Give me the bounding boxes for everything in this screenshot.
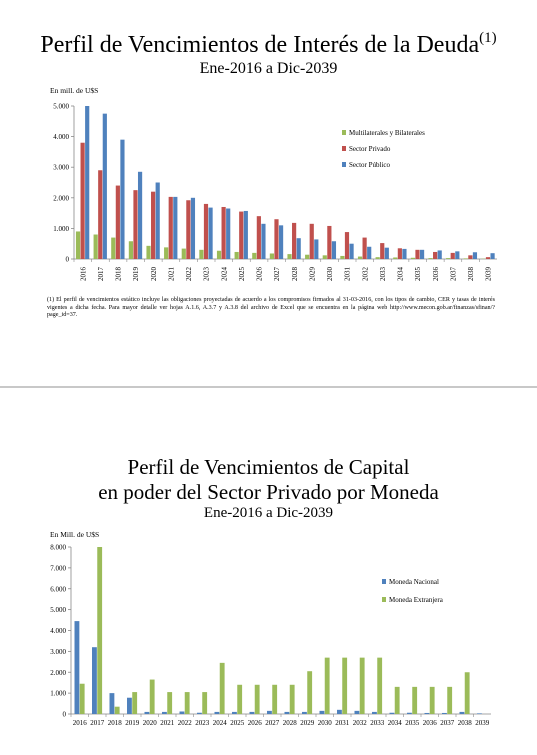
chart1-xtick-label: 2023 — [202, 267, 211, 281]
chart2-xtick-label: 2033 — [370, 719, 385, 727]
chart1-title: Perfil de Vencimientos de Interés de la Deuda$^{(1)}$ — [40, 30, 497, 58]
chart1-xtick-label: 2034 — [396, 267, 405, 281]
chart2-xtick-label: 2017 — [90, 719, 105, 727]
chart2-bar — [355, 711, 360, 714]
chart2-ytick-label: 4.000 — [50, 627, 66, 635]
chart1-legend-label: Sector Privado — [349, 145, 391, 153]
chart1-xtick-label: 2029 — [308, 267, 317, 281]
chart2-bar — [80, 684, 85, 714]
chart1-ylabel: En mill. de U$S — [50, 86, 99, 95]
chart1-xtick-label: 2026 — [255, 267, 264, 281]
chart2-bar — [110, 693, 115, 714]
chart2-legend-label: Moneda Extranjera — [389, 596, 443, 604]
chart2-xtick-label: 2021 — [160, 719, 175, 727]
chart2-bar — [325, 658, 330, 714]
chart2-bar — [167, 692, 172, 714]
chart2-legend-label: Moneda Nacional — [389, 578, 439, 586]
chart2-bar — [150, 680, 155, 714]
chart1-ytick-label: 5.000 — [53, 102, 69, 111]
chart2-xtick-label: 2036 — [422, 719, 437, 727]
chart2-bar — [477, 713, 482, 714]
chart2-bar — [412, 687, 417, 714]
chart1-xtick-label: 2021 — [167, 267, 176, 281]
chart1-xtick-label: 2025 — [237, 267, 246, 281]
chart1-xtick-label: 2036 — [431, 267, 440, 281]
chart2-bar — [197, 713, 202, 714]
chart2-xtick-label: 2020 — [142, 719, 157, 727]
chart2-bar — [342, 658, 347, 714]
chart2-bar — [115, 707, 120, 714]
chart2-bar — [162, 712, 167, 714]
chart1-xtick-label: 2020 — [149, 267, 158, 281]
chart1-subtitle: Ene-2016 a Dic-2039 — [199, 60, 338, 77]
chart2-ytick-label: 6.000 — [50, 585, 66, 594]
chart2-bar — [145, 712, 150, 714]
chart2-bar — [377, 658, 382, 714]
chart2-bar — [75, 621, 80, 714]
chart2-bar — [442, 713, 447, 714]
chart2-xtick-label: 2031 — [335, 719, 350, 727]
chart2-bar — [255, 685, 260, 714]
chart2-xtick-label: 2035 — [405, 719, 420, 727]
chart2-bar — [267, 711, 272, 714]
chart1-xtick-label: 2037 — [449, 267, 458, 281]
chart1-ytick-label: 0 — [65, 255, 69, 264]
chart2-legend-swatch — [382, 579, 386, 584]
chart1-xtick-label: 2039 — [484, 267, 493, 281]
chart2-ytick-label: 7.000 — [50, 564, 66, 573]
chart2-legend-swatch — [382, 597, 386, 602]
chart2-bar — [285, 712, 290, 714]
chart2-bar — [307, 671, 312, 714]
chart2-ytick-label: 5.000 — [50, 606, 66, 615]
chart1-xtick-label: 2017 — [96, 267, 105, 281]
chart2-subtitle: Ene-2016 a Dic-2039 — [203, 505, 334, 521]
chart1-legend-label: Sector Público — [349, 161, 391, 169]
chart2-xtick-label: 2030 — [317, 719, 332, 727]
chart1-xtick-label: 2024 — [220, 267, 229, 281]
chart1-xtick-label: 2016 — [79, 267, 88, 281]
chart2-bar — [220, 663, 225, 714]
chart2-xtick-label: 2037 — [440, 719, 455, 727]
chart1-xtick-label: 2033 — [378, 267, 387, 281]
chart2-xtick-label: 2027 — [265, 719, 280, 727]
chart2-bar — [407, 713, 412, 714]
chart1-xtick-label: 2018 — [114, 267, 123, 281]
chart2-ytick-label: 1.000 — [50, 689, 66, 698]
chart2-xtick-label: 2023 — [195, 719, 210, 727]
chart2-xtick-label: 2029 — [300, 719, 315, 727]
chart2-bar — [320, 711, 325, 714]
chart2-xtick-label: 2038 — [457, 719, 472, 727]
chart1-xtick-label: 2038 — [467, 267, 476, 281]
chart2-bar — [97, 547, 102, 714]
chart2-ytick-label: 8.000 — [50, 543, 66, 552]
chart2-ytick-label: 2.000 — [50, 668, 66, 677]
chart1-xtick-label: 2022 — [185, 267, 194, 281]
chart2-bar — [180, 711, 185, 714]
chart2-xtick-label: 2022 — [177, 719, 192, 727]
chart2-bar — [132, 692, 137, 714]
chart2-xtick-label: 2016 — [72, 719, 87, 727]
chart2-ylabel: En Mill. de U$S — [50, 530, 100, 539]
chart2-xtick-label: 2028 — [282, 719, 297, 727]
chart2-bar — [92, 647, 97, 714]
chart2-bar — [337, 710, 342, 714]
chart1-ytick-label: 1.000 — [53, 224, 69, 233]
chart2-xtick-label: 2019 — [125, 719, 140, 727]
chart2-bar — [237, 685, 242, 714]
chart2-bar — [185, 692, 190, 714]
chart2-bar — [202, 692, 207, 714]
chart2-bar — [232, 712, 237, 714]
chart1-xtick-label: 2019 — [132, 267, 141, 281]
chart2-bar — [390, 713, 395, 714]
chart2-bar — [127, 698, 132, 714]
chart1-ytick-label: 3.000 — [53, 163, 69, 172]
chart2-xtick-label: 2034 — [387, 719, 402, 727]
chart1-footnote: (1) El perfil de vencimientos estático incluye las obligaciones proyectadas de acuerdo a los compromisos firmados al 31-03-2016, con los tipos de cambio, CER y tasas de interés vigentes a dicha fecha. Para mayor detalle ver hojas A.1.6, A.3.7 y A.3.8 del archivo de Excel que se encuentra en la página web http://www.mecon.gob.ar/finanzas/sfinan/?page_id=37. — [47, 297, 495, 319]
chart1-xtick-label: 2035 — [414, 267, 423, 281]
chart2-bar — [290, 685, 295, 714]
chart1-xtick-label: 2031 — [343, 267, 352, 281]
chart2-bar — [272, 685, 277, 714]
chart2-xtick-label: 2024 — [212, 719, 227, 727]
chart2-bar — [430, 687, 435, 714]
chart2-xtick-label: 2039 — [475, 719, 490, 727]
chart2-bar — [460, 712, 465, 714]
chart2-xtick-label: 2026 — [247, 719, 262, 727]
chart2-ytick-label: 3.000 — [50, 647, 66, 656]
chart2-xtick-label: 2025 — [230, 719, 245, 727]
chart2-bar — [425, 713, 430, 714]
chart1-xtick-label: 2030 — [326, 267, 335, 281]
chart2-ytick-label: 0 — [62, 710, 66, 719]
chart1-xtick-label: 2027 — [273, 267, 282, 281]
chart1-ytick-label: 4.000 — [53, 133, 69, 142]
chart1-ytick-label: 2.000 — [53, 194, 69, 203]
chart2-bar — [447, 687, 452, 714]
chart2-bar — [395, 687, 400, 714]
chart2-xtick-label: 2032 — [352, 719, 367, 727]
chart2-bar — [360, 658, 365, 714]
chart1-legend-label: Multilaterales y Bilaterales — [349, 129, 425, 137]
chart1-xtick-label: 2032 — [361, 267, 370, 281]
chart2-title: Perfil de Vencimientos de Capital en poder del Sector Privado por Moneda — [98, 455, 439, 504]
chart2-xtick-label: 2018 — [107, 719, 122, 727]
chart2-bar — [250, 712, 255, 714]
chart2-bar — [215, 712, 220, 714]
chart2-bar — [465, 672, 470, 714]
chart1-xtick-label: 2028 — [290, 267, 299, 281]
chart2-bar — [372, 712, 377, 714]
chart2-bar — [302, 712, 307, 714]
